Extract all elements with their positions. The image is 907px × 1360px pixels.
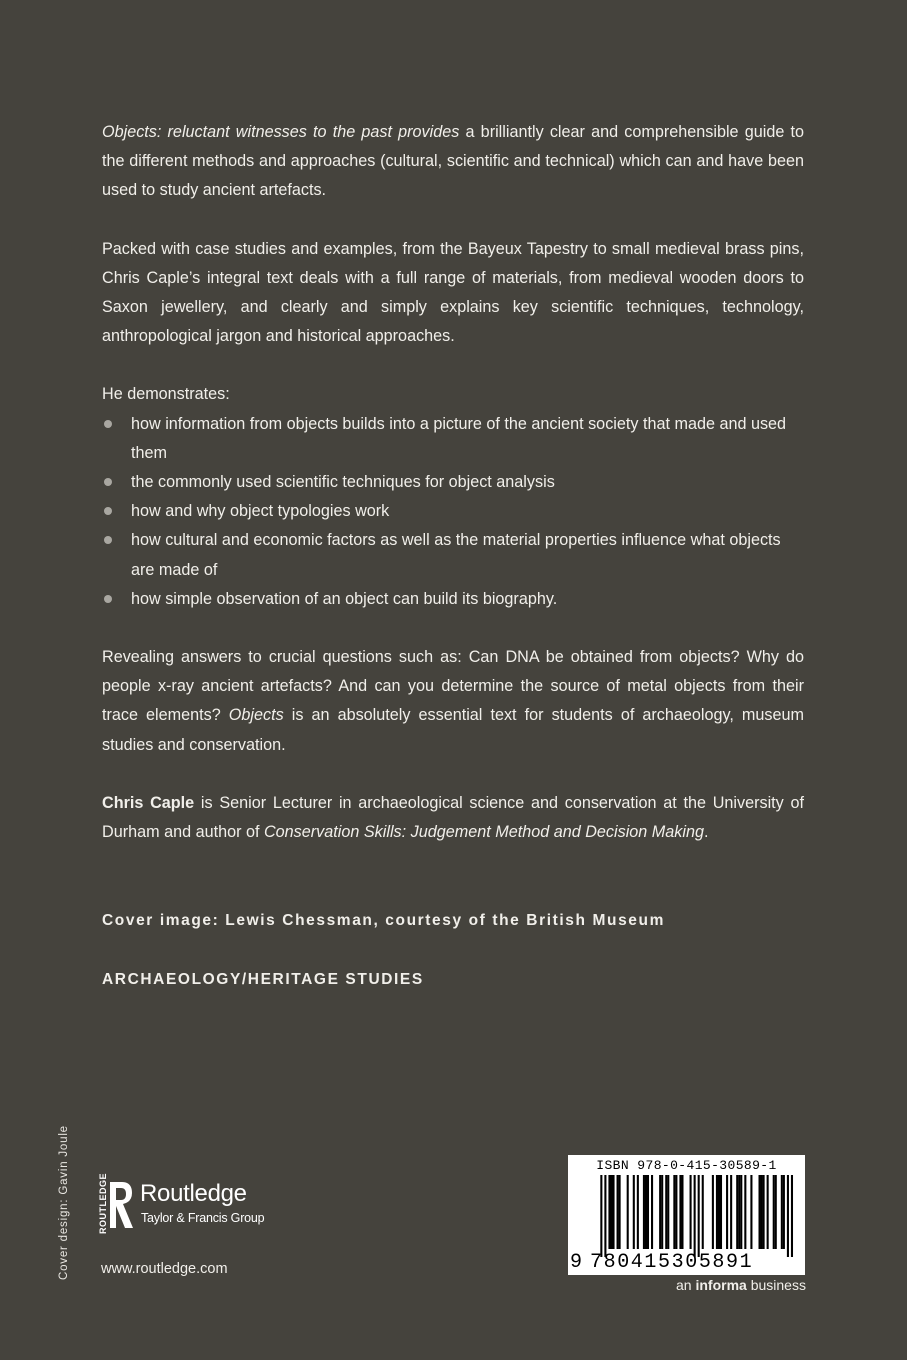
barcode-bar xyxy=(763,1175,765,1249)
barcode-bar xyxy=(659,1175,661,1249)
publisher-name: Routledge xyxy=(140,1180,247,1207)
barcode-bars xyxy=(578,1175,795,1257)
demonstrates-heading: He demonstrates: xyxy=(102,385,230,404)
barcode-bar xyxy=(730,1175,732,1249)
barcode-bar xyxy=(694,1175,696,1257)
list-item: how simple observation of an object can build its biography. xyxy=(102,585,804,614)
barcode-bar xyxy=(627,1175,629,1249)
barcode-bar xyxy=(673,1175,675,1249)
isbn-text: ISBN 978-0-415-30589-1 xyxy=(596,1158,777,1173)
publisher-group: Taylor & Francis Group xyxy=(141,1211,265,1225)
barcode-bar xyxy=(759,1175,761,1249)
details-paragraph: Packed with case studies and examples, from the Bayeux Tapestry to small medieval brass pins, Chris Caple’s integral text deals with a full range of materials, from medieval wooden doors to Saxon jewellery, and clearly and simply explains key scientific techniques, technology, anthropological jargon and historical approaches. xyxy=(102,239,804,346)
barcode-bar xyxy=(718,1175,720,1249)
barcode-bar xyxy=(645,1175,647,1249)
bullet-icon xyxy=(104,478,112,486)
barcode-bar xyxy=(775,1175,777,1249)
barcode-bar xyxy=(750,1175,752,1249)
barcode-bar xyxy=(726,1175,728,1249)
barcode-bar xyxy=(716,1175,718,1249)
bullet-icon xyxy=(104,507,112,515)
blurb-text xyxy=(102,118,804,876)
barcode-bar xyxy=(702,1175,704,1249)
barcode-bar xyxy=(690,1175,692,1249)
barcode-bar xyxy=(633,1175,635,1249)
cover-image-credit: Cover image: Lewis Chessman, courtesy of the British Museum xyxy=(102,912,665,929)
bullet-icon xyxy=(104,420,112,428)
barcode-bar xyxy=(637,1175,639,1249)
routledge-logo: ROUTLEDGE Routledge Taylor & Francis Group xyxy=(98,1172,265,1234)
barcode-bar xyxy=(736,1175,738,1249)
subject-category: ARCHAEOLOGY/HERITAGE STUDIES xyxy=(102,971,424,988)
list-item: how cultural and economic factors as well as the material properties influence what objects are made of xyxy=(102,526,804,584)
barcode-bar xyxy=(767,1175,769,1249)
barcode-bar xyxy=(612,1175,614,1249)
list-item: how and why object typologies work xyxy=(102,497,804,526)
routledge-r-icon xyxy=(108,1180,134,1230)
other-book-title: Conservation Skills: Judgement Method and Decision Making xyxy=(263,823,704,842)
barcode-bar xyxy=(773,1175,775,1249)
barcode-bar xyxy=(667,1175,669,1249)
author-bio: Chris Caple is Senior Lecturer in archaeological science and conservation at the University of Durham and author of Conservation Skills: Judgement Method and Decision Making. xyxy=(102,793,804,842)
barcode-bar xyxy=(740,1175,742,1249)
barcode-bar xyxy=(647,1175,649,1249)
barcode-bar xyxy=(610,1175,612,1249)
barcode-bar xyxy=(608,1175,610,1249)
barcode-bar xyxy=(744,1175,746,1249)
publisher-url: www.routledge.com xyxy=(101,1261,228,1277)
barcode-bar xyxy=(604,1175,606,1257)
barcode-bar xyxy=(679,1175,681,1249)
author-name: Chris Caple xyxy=(102,793,195,812)
barcode-bar xyxy=(698,1175,700,1257)
barcode-bar xyxy=(681,1175,683,1249)
bullet-icon xyxy=(104,536,112,544)
barcode-bar xyxy=(712,1175,714,1249)
barcode-bar xyxy=(617,1175,619,1249)
intro-paragraph: Objects: reluctant witnesses to the past provides a brilliantly clear and comprehensible guide to the different methods and approaches (cultural, scientific and technical) which can and have been used to study ancient artefacts. xyxy=(102,123,804,200)
barcode-bar xyxy=(651,1175,653,1249)
barcode-bar xyxy=(738,1175,740,1249)
barcode-bar xyxy=(720,1175,722,1249)
barcode-bar xyxy=(619,1175,621,1249)
list-item: the commonly used scientific techniques for object analysis xyxy=(102,468,804,497)
barcode-bar xyxy=(787,1175,789,1257)
informa-tagline: an informa business xyxy=(676,1277,806,1293)
barcode-bar xyxy=(783,1175,785,1249)
barcode-bar xyxy=(665,1175,667,1249)
bullet-list xyxy=(102,410,804,614)
barcode-bar xyxy=(675,1175,677,1249)
barcode-bar xyxy=(781,1175,783,1249)
barcode-bar xyxy=(761,1175,763,1249)
bullet-icon xyxy=(104,595,112,603)
questions-paragraph: Revealing answers to crucial questions such as: Can DNA be obtained from objects? Why do people x-ray ancient artefacts? And can you determine the source of metal objects from their trace elements? Objects is an absolutely essential text for students of archaeology, museum studies and conservation. xyxy=(102,648,804,754)
list-item: how information from objects builds into a picture of the ancient society that made and used them xyxy=(102,410,804,468)
barcode-bar xyxy=(643,1175,645,1249)
book-title: Objects: reluctant witnesses to the past provides xyxy=(102,123,460,141)
barcode-bar xyxy=(791,1175,793,1257)
barcode-bar xyxy=(661,1175,663,1249)
isbn-barcode: ISBN 978-0-415-30589-1 9 780415305891 xyxy=(568,1155,805,1275)
barcode-bar xyxy=(600,1175,602,1257)
